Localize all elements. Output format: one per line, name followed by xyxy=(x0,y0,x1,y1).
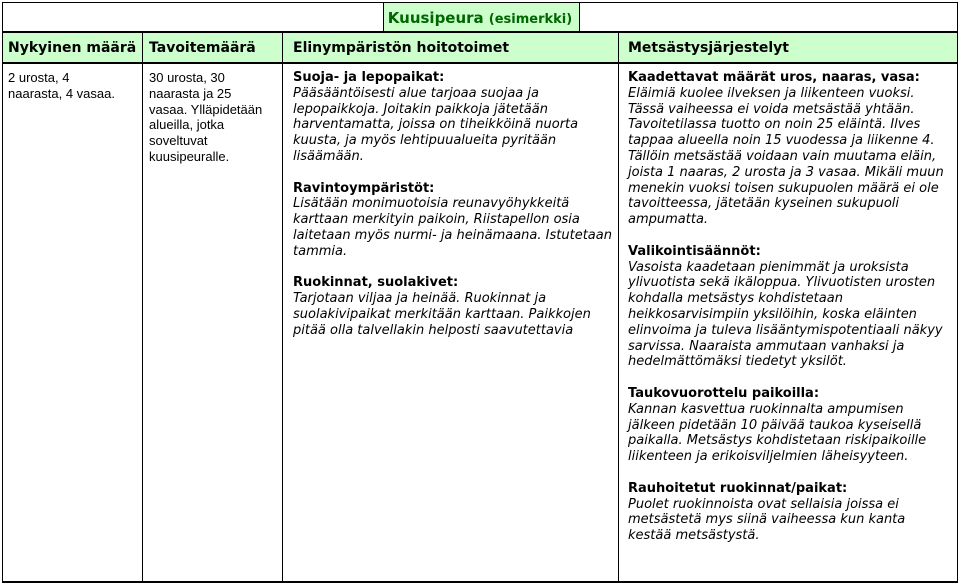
target-line: kuusipeuralle. xyxy=(149,148,230,164)
selection-line: hedelmättömäksi tiedetyt yksilöt. xyxy=(628,354,847,370)
selection-line: ylivuotista sekä ikäloppua. Ylivuotisten urosten xyxy=(628,275,936,291)
spacer xyxy=(293,260,612,276)
feeding-line: pitää olla talvellakin helposti saavutettavia xyxy=(293,322,574,338)
protected-line: Puolet ruokinnoista ovat sellaisia joissa ei xyxy=(628,496,899,512)
shelter-line: lisäämään. xyxy=(293,148,364,164)
rotation-line: paikalla. Metsästys kohdistetaan riskipaikoille xyxy=(628,433,927,449)
grid-line xyxy=(2,31,958,33)
protected-line: kestää metsästystä. xyxy=(628,528,760,544)
food-line: Lisätään monimuotoisia reunavyöhykkeitä xyxy=(293,196,570,212)
quota-heading: Kaadettavat määrät uros, naaras, vasa: xyxy=(628,70,920,85)
protected-heading: Rauhoitetut ruokinnat/paikat: xyxy=(628,480,848,496)
header-current: Nykyinen määrä xyxy=(8,40,137,56)
header-hunting: Metsästysjärjestelyt xyxy=(628,40,789,56)
protected-line: metsästetä mys siinä vaiheessa kun kanta xyxy=(628,512,906,528)
grid-line xyxy=(2,2,958,3)
target-line: naarasta ja 25 xyxy=(149,85,232,101)
quota-line: Tavoitetilassa tuotto on noin 25 eläintä. Ilves xyxy=(628,117,921,133)
grid-line xyxy=(957,2,958,583)
feeding-line: Tarjotaan viljaa ja heinää. Ruokinnat ja xyxy=(293,291,547,307)
target-line: soveltuvat xyxy=(149,133,208,149)
feeding-line: suolakivipaikat merkitään karttaan. Paikkojen xyxy=(293,306,591,322)
grid-line xyxy=(2,2,3,583)
quota-line: tappaa alueella noin 15 vuodessa ja liikenne 4. xyxy=(628,133,935,149)
rotation-heading: Taukovuorottelu paikoilla: xyxy=(628,385,820,401)
selection-line: heikkosarvisimpiin yksilöihin, koska eläinten xyxy=(628,306,917,322)
target-line: vasaa. Ylläpidetään xyxy=(149,101,263,117)
spacer xyxy=(293,165,612,181)
grid-line xyxy=(618,33,619,582)
current-line: 2 urosta, 4 xyxy=(8,70,70,85)
spacer xyxy=(628,370,944,386)
spacer xyxy=(628,228,944,244)
grid-line xyxy=(579,2,580,32)
food-line: laitetaan myös nurmi- ja heinämaana. Istutetaan xyxy=(293,227,612,243)
grid-line xyxy=(2,62,958,64)
quota-line: Eläimiä kuolee ilveksen ja liikenteen vuoksi. xyxy=(628,85,915,101)
food-line: tammia. xyxy=(293,243,348,259)
quota-line: joista 1 naaras, 2 urosta ja 3 vasaa. Mikäli muun xyxy=(628,164,944,180)
target-line: alueilla, jotka xyxy=(149,117,225,133)
grid-line xyxy=(282,33,283,582)
title-main: Kuusipeura xyxy=(387,9,484,27)
feeding-heading: Ruokinnat, suolakivet: xyxy=(293,275,459,291)
hunting-cell xyxy=(628,70,944,544)
quota-line: tavoitteessa, jätetään kyseinen sukupuoli xyxy=(628,196,900,212)
quota-line: ampumatta. xyxy=(628,212,709,228)
shelter-line: Pääsääntöisesti alue tarjoaa suojaa ja xyxy=(293,85,539,101)
target-line: 30 urosta, 30 xyxy=(149,70,225,85)
table-title xyxy=(0,8,960,27)
quota-line: Tässä vaiheessa ei voida metsästää yhtään. xyxy=(628,101,915,117)
header-target: Tavoitemäärä xyxy=(149,40,256,56)
target-cell xyxy=(149,70,262,165)
title-sub: (esimerkki) xyxy=(488,12,573,27)
rotation-line: jälkeen pidetään 10 päivää taukoa kyseisellä xyxy=(628,417,922,433)
grid-line xyxy=(142,33,143,582)
current-cell xyxy=(8,70,115,102)
quota-line: menekin vuoksi toisen sukupuolen määrä ei ole xyxy=(628,180,939,196)
spacer xyxy=(628,465,944,481)
grid-line xyxy=(2,581,958,583)
food-heading: Ravintoympäristöt: xyxy=(293,180,435,196)
rotation-line: liikenteen ja erikoisviljelmien läheisyyteen. xyxy=(628,449,909,465)
quota-line: Tällöin metsästää voidaan vain muutama eläin, xyxy=(628,148,937,164)
food-line: karttaan merkityin paikoin, Riistapellon osia xyxy=(293,212,580,228)
header-habitat: Elinympäristön hoitotoimet xyxy=(293,40,510,56)
selection-line: Vasoista kaadetaan pienimmät ja uroksista xyxy=(628,259,909,275)
habitat-cell xyxy=(293,70,612,339)
shelter-line: lepopaikkoja. Joitakin paikkoja jätetään xyxy=(293,101,548,117)
selection-line: kohdalla metsästys kohdistetaan xyxy=(628,291,843,307)
current-line: naarasta, 4 vasaa. xyxy=(8,85,115,101)
selection-line: sarvissa. Naaraista ammutaan vanhaksi ja xyxy=(628,338,905,354)
grid-line xyxy=(383,2,384,32)
selection-line: elinvoima ja tuleva lisääntymispotentiaali näkyy xyxy=(628,322,943,338)
shelter-line: harventamatta, joissa on tiheikköinä nuorta xyxy=(293,117,579,133)
rotation-line: Kannan kasvettua ruokinnalta ampumisen xyxy=(628,401,904,417)
selection-heading: Valikointisäännöt: xyxy=(628,243,761,259)
shelter-heading: Suoja- ja lepopaikat: xyxy=(293,70,445,85)
shelter-line: kuusta, ja myös lehtipuualueita pyritään xyxy=(293,133,557,149)
